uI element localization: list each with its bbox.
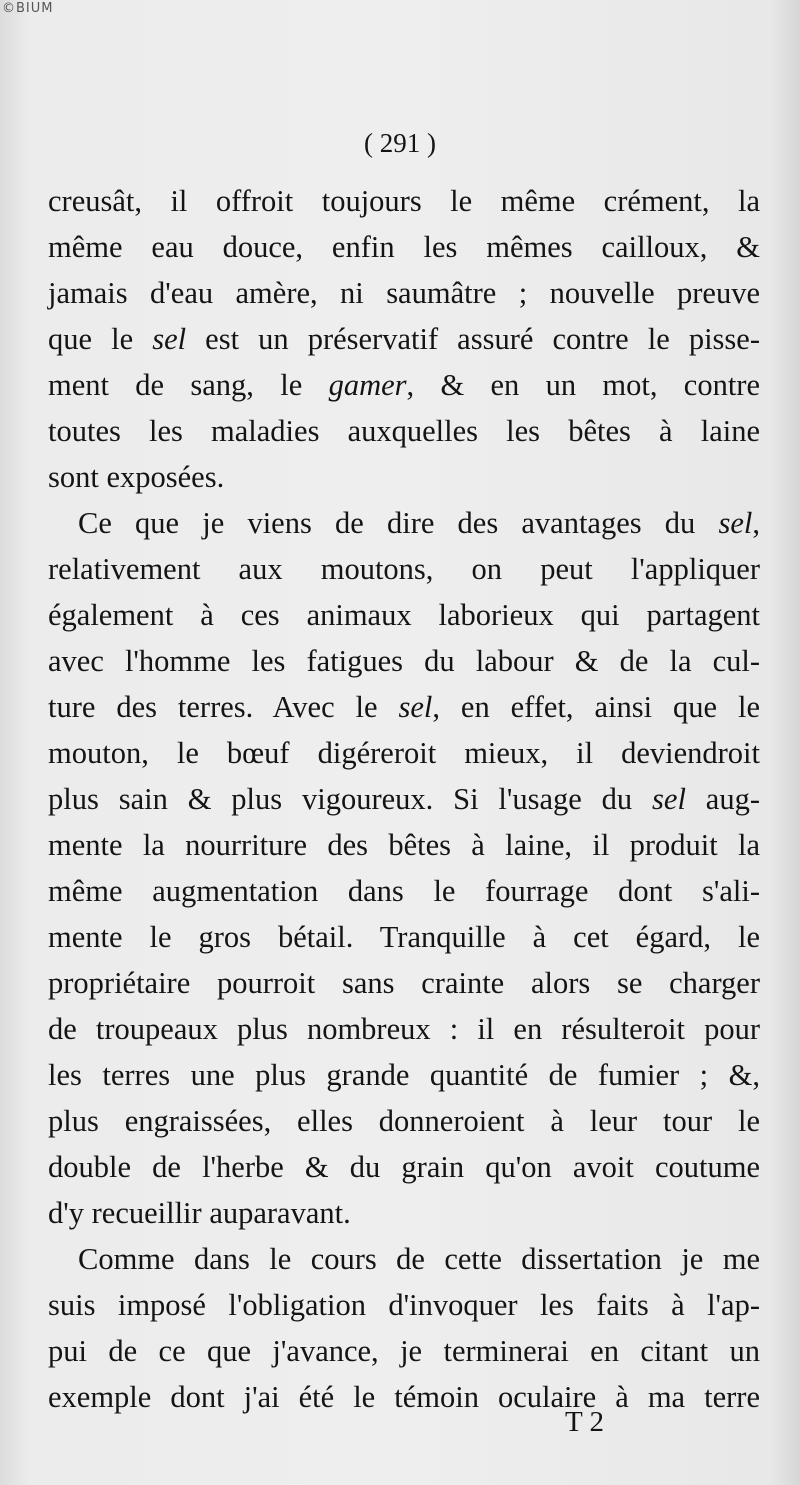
text-line: même eau douce, enfin les mêmes cailloux, & (48, 230, 760, 264)
text-line: creusât, il offroit toujours le même crément, la (48, 184, 760, 218)
text-line: avec l'homme les fatigues du labour & de la cul- (48, 644, 760, 678)
text-line: double de l'herbe & du grain qu'on avoit coutume (48, 1150, 760, 1184)
text-line: relativement aux moutons, on peut l'appliquer (48, 552, 760, 586)
text-line: mouton, le bœuf digéreroit mieux, il deviendroit (48, 736, 760, 770)
text-line: mente le gros bétail. Tranquille à cet égard, le (48, 920, 760, 954)
text-line: sont exposées. (48, 460, 225, 494)
text-line: Ce que je viens de dire des avantages du sel, (78, 506, 760, 540)
text-line: plus engraissées, elles donneroient à leur tour le (48, 1104, 760, 1138)
text-line: propriétaire pourroit sans crainte alors se charger (48, 966, 760, 1000)
text-line: ment de sang, le gamer, & en un mot, contre (48, 368, 760, 402)
page-number-header: ( 291 ) (364, 128, 436, 158)
text-line: d'y recueillir auparavant. (48, 1196, 351, 1230)
text-line: pui de ce que j'avance, je terminerai en citant un (48, 1334, 760, 1368)
text-line: les terres une plus grande quantité de fumier ; &, (48, 1058, 760, 1092)
text-line: Comme dans le cours de cette dissertation je me (78, 1242, 760, 1276)
text-line: de troupeaux plus nombreux : il en résulteroit pour (48, 1012, 760, 1046)
text-line: plus sain & plus vigoureux. Si l'usage du sel aug- (48, 782, 760, 816)
text-line: même augmentation dans le fourrage dont s'ali- (48, 874, 760, 908)
text-line: exemple dont j'ai été le témoin oculaire à ma terre (48, 1380, 760, 1414)
text-line: jamais d'eau amère, ni saumâtre ; nouvelle preuve (48, 276, 760, 310)
text-line: également à ces animaux laborieux qui partagent (48, 598, 760, 632)
text-line: que le sel est un préservatif assuré contre le pisse- (48, 322, 760, 356)
signature-mark: T 2 (565, 1406, 604, 1438)
text-line: mente la nourriture des bêtes à laine, il produit la (48, 828, 760, 862)
text-line: ture des terres. Avec le sel, en effet, ainsi que le (48, 690, 760, 724)
text-line: suis imposé l'obligation d'invoquer les faits à l'ap- (48, 1288, 760, 1322)
watermark: ©BIUM (2, 1, 54, 16)
text-line: toutes les maladies auxquelles les bêtes à laine (48, 414, 760, 448)
